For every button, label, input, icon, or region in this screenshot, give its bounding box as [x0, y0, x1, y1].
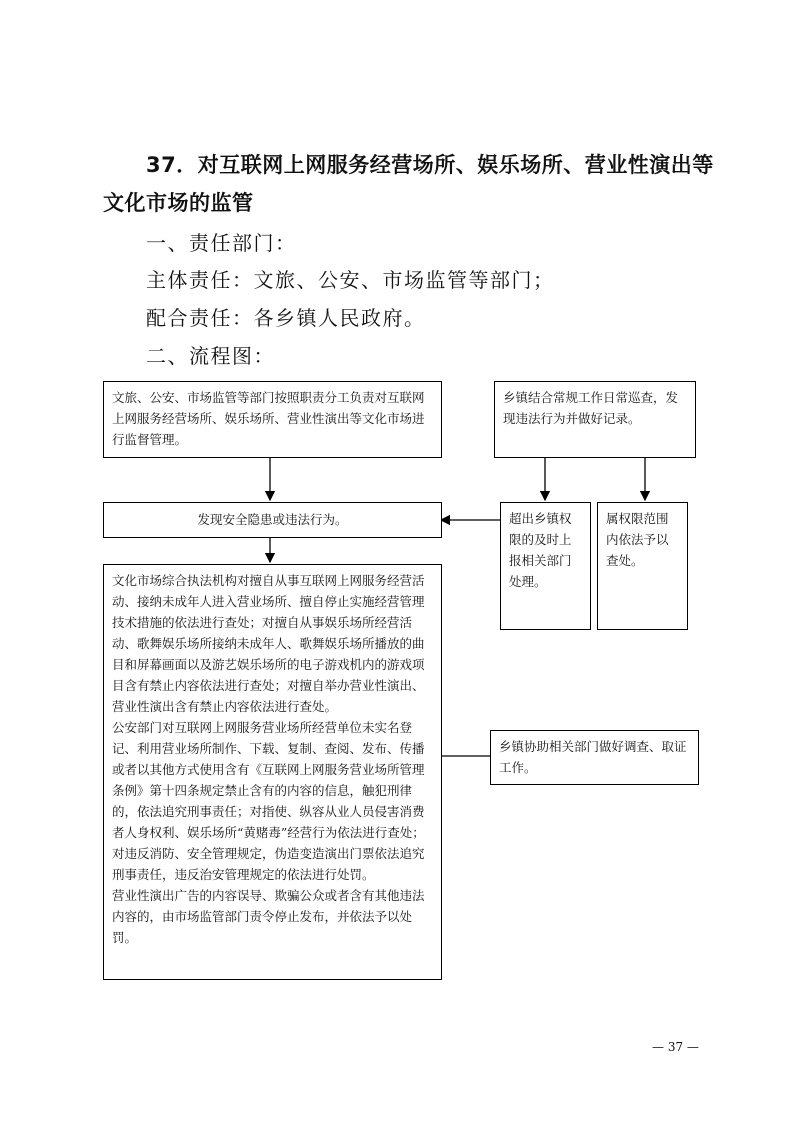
section-2-title: 二、流程图：: [146, 344, 275, 368]
box-report-text: 超出乡镇权限的及时上报相关部门处理。: [509, 511, 572, 589]
box-report: [500, 502, 591, 630]
box-township-patrol-text: 乡镇结合常规工作日常巡查，发现违法行为并做好记录。: [503, 390, 679, 426]
box-discover: [103, 502, 442, 538]
heading-line-1: 37．对互联网上网服务经营场所、娱乐场所、营业性演出等: [146, 153, 714, 177]
primary-responsibility: 主体责任：文旅、公安、市场监管等部门；: [146, 268, 555, 292]
secondary-responsibility: 配合责任：各乡镇人民政府。: [146, 306, 426, 330]
heading-line-2: 文化市场的监管: [103, 191, 254, 215]
enforcement-paragraph-culture: 文化市场综合执法机构对擅自从事互联网上网服务经营活动、接纳未成年人进入营业场所、擅自停止实施经营管理技术措施的依法进行查处；对擅自从事娱乐场所经营活动、歌舞娱乐场所接纳未成年人、歌舞娱乐场所播放的曲目和屏幕画面以及游艺娱乐场所的电子游戏机内的游戏项目含有禁止内容依法进行查处；对擅自举办营业性演出、营业性演出含有禁止内容依法进行查处。: [112, 573, 425, 714]
section-1-title: 一、责任部门：: [146, 231, 297, 255]
enforcement-paragraph-police: 公安部门对互联网上网服务营业场所经营单位未实名登记、利用营业场所制作、下载、复制、查阅、发布、传播或者以其他方式使用含有《互联网上网服务营业场所管理条例》第十四条规定禁止含有的内容的信息，触犯刑律的，依法追究刑事责任；对指使、纵容从业人员侵害消费者人身权利、娱乐场所“黄赌毒”经营行为依法进行查处；对违反消防、安全管理规定，伪造变造演出门票依法追究刑事责任，违反治安管理规定的依法进行处罚。: [112, 720, 425, 882]
box-discover-text: 发现安全隐患或违法行为。: [197, 512, 348, 527]
box-enforcement: [103, 564, 442, 980]
enforcement-paragraph-market: 营业性演出广告的内容误导、欺骗公众或者含有其他违法内容的，由市场监管部门责令停止发布，并依法予以处罚。: [112, 888, 425, 945]
box-within-authority-text: 属权限范围内依法予以查处。: [606, 511, 669, 568]
box-township-assist-text: 乡镇协助相关部门做好调查、取证工作。: [499, 739, 687, 775]
page-number: — 37 —: [652, 1040, 699, 1054]
box-township-patrol: [494, 381, 696, 458]
box-supervision: [103, 381, 442, 458]
box-township-assist: [490, 730, 699, 785]
box-supervision-text: 文旅、公安、市场监管等部门按照职责分工负责对互联网上网服务经营场所、娱乐场所、营业性演出等文化市场进行监督管理。: [112, 390, 425, 447]
box-within-authority: [597, 502, 688, 630]
